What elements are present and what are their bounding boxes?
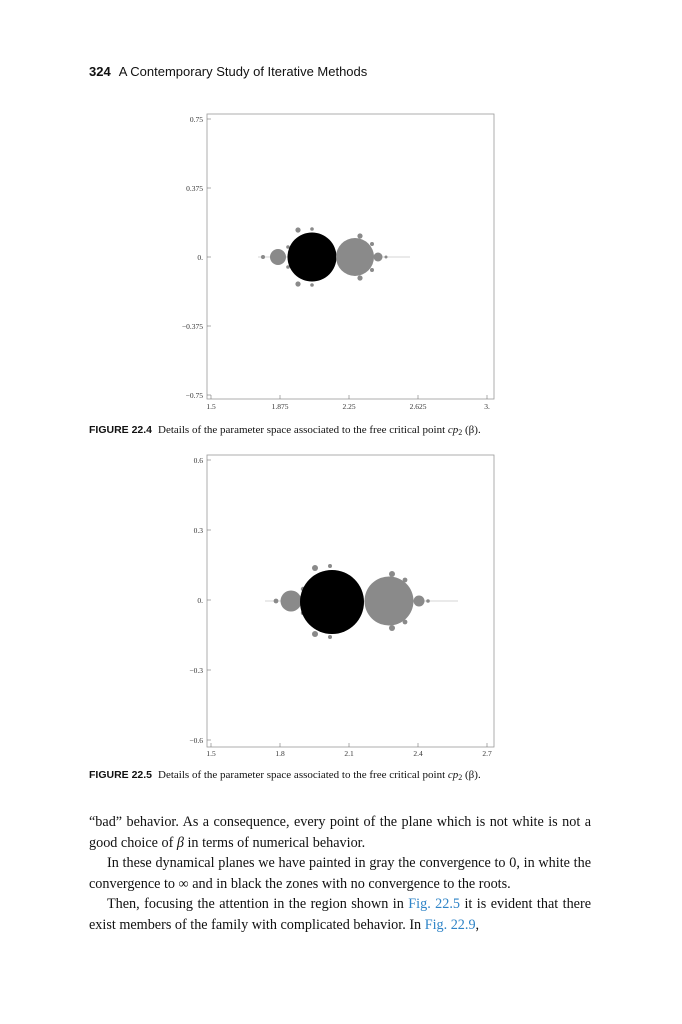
y-tick-label: −0.3 xyxy=(189,666,203,675)
gray-bud xyxy=(328,635,332,639)
y-tick-label: 0.375 xyxy=(186,184,203,193)
paragraph xyxy=(89,894,591,935)
x-tick-label: 1.8 xyxy=(275,749,285,758)
caption-arg: (β). xyxy=(465,424,481,436)
x-tick-label: 2.1 xyxy=(344,749,354,758)
caption-label: FIGURE 22.5 xyxy=(89,769,153,781)
gray-bud xyxy=(370,242,374,246)
x-tick-label: 2.25 xyxy=(342,402,356,411)
x-tick-label: 1.5 xyxy=(206,749,216,758)
gray-bud xyxy=(357,233,362,238)
y-tick-label: −0.375 xyxy=(181,322,203,331)
y-tick-label: 0. xyxy=(197,253,203,262)
paragraph-text: in terms of numerical behavior. xyxy=(187,834,366,851)
x-tick-label: 2.625 xyxy=(409,402,427,411)
gray-bud xyxy=(426,599,430,603)
gray-bud xyxy=(357,275,362,280)
paragraph-text: , xyxy=(475,916,480,933)
gray-bud xyxy=(295,227,300,232)
figure-22-4-plot xyxy=(0,108,682,413)
caption-symbol: cp xyxy=(447,769,459,781)
math-symbol: β xyxy=(176,834,184,851)
caption-arg: (β). xyxy=(465,769,481,781)
figure-22-5-caption xyxy=(89,769,481,782)
gray-bud xyxy=(389,625,395,631)
paragraph: In these dynamical planes we have painted in gray the convergence to 0, in white the convergence to ∞ and in black the zones with no convergence to the roots. xyxy=(89,855,591,892)
black-cardioid xyxy=(288,233,337,282)
gray-bud xyxy=(312,631,318,637)
y-tick-label: −0.75 xyxy=(185,391,203,400)
gray-bulb-right xyxy=(336,238,374,276)
caption-subscript: 2 xyxy=(458,773,463,782)
gray-bud xyxy=(374,253,383,262)
gray-bud xyxy=(389,571,395,577)
paragraph-text: it is evident that there exist members of the family with complicated behavior. In xyxy=(89,896,591,933)
figure-22-5 xyxy=(0,449,682,761)
gray-bulb-right xyxy=(365,577,414,626)
paragraph-text: “bad” behavior. As a consequence, every point of the plane which is not white is not a good choice of xyxy=(89,814,591,851)
caption-text: Details of the parameter space associated to the free critical point xyxy=(158,769,446,781)
black-cardioid xyxy=(300,570,364,634)
gray-bud xyxy=(414,596,425,607)
gray-bud xyxy=(403,620,408,625)
x-tick-label: 1.5 xyxy=(206,402,216,411)
x-tick-label: 2.7 xyxy=(482,749,492,758)
gray-bud xyxy=(370,268,374,272)
body-text xyxy=(89,812,591,935)
caption-text: Details of the parameter space associated to the free critical point xyxy=(158,424,446,436)
y-tick-label: 0. xyxy=(197,596,203,605)
gray-bud xyxy=(261,255,265,259)
figure-link[interactable]: Fig. 22.5 xyxy=(408,896,461,912)
figure-22-4 xyxy=(0,108,682,413)
figure-22-4-caption xyxy=(89,424,481,437)
gray-bud xyxy=(403,578,408,583)
figure-22-5-plot xyxy=(0,449,682,761)
y-tick-label: 0.6 xyxy=(193,456,203,465)
gray-bud xyxy=(274,599,279,604)
running-title: A Contemporary Study of Iterative Methods xyxy=(118,64,368,79)
x-tick-label: 2.4 xyxy=(413,749,423,758)
gray-bud xyxy=(295,281,300,286)
gray-bulb-left xyxy=(281,591,302,612)
gray-bud xyxy=(310,283,314,287)
x-tick-label: 1.875 xyxy=(271,402,289,411)
y-tick-label: 0.3 xyxy=(193,526,203,535)
gray-bud xyxy=(312,565,318,571)
x-tick-label: 3. xyxy=(484,402,490,411)
page-number: 324 xyxy=(89,64,111,79)
gray-bulb-left xyxy=(270,249,286,265)
gray-bud xyxy=(310,227,314,231)
gray-bud xyxy=(385,256,388,259)
caption-label: FIGURE 22.4 xyxy=(89,424,153,436)
paragraph xyxy=(89,812,591,853)
y-tick-label: 0.75 xyxy=(189,115,203,124)
caption-symbol: cp xyxy=(447,424,459,436)
caption-subscript: 2 xyxy=(458,428,463,437)
running-header xyxy=(89,64,367,79)
y-tick-label: −0.6 xyxy=(189,736,203,745)
paragraph-text: Then, focusing the attention in the region shown in xyxy=(107,896,404,912)
figure-link[interactable]: Fig. 22.9 xyxy=(424,916,476,933)
gray-bud xyxy=(328,564,332,568)
